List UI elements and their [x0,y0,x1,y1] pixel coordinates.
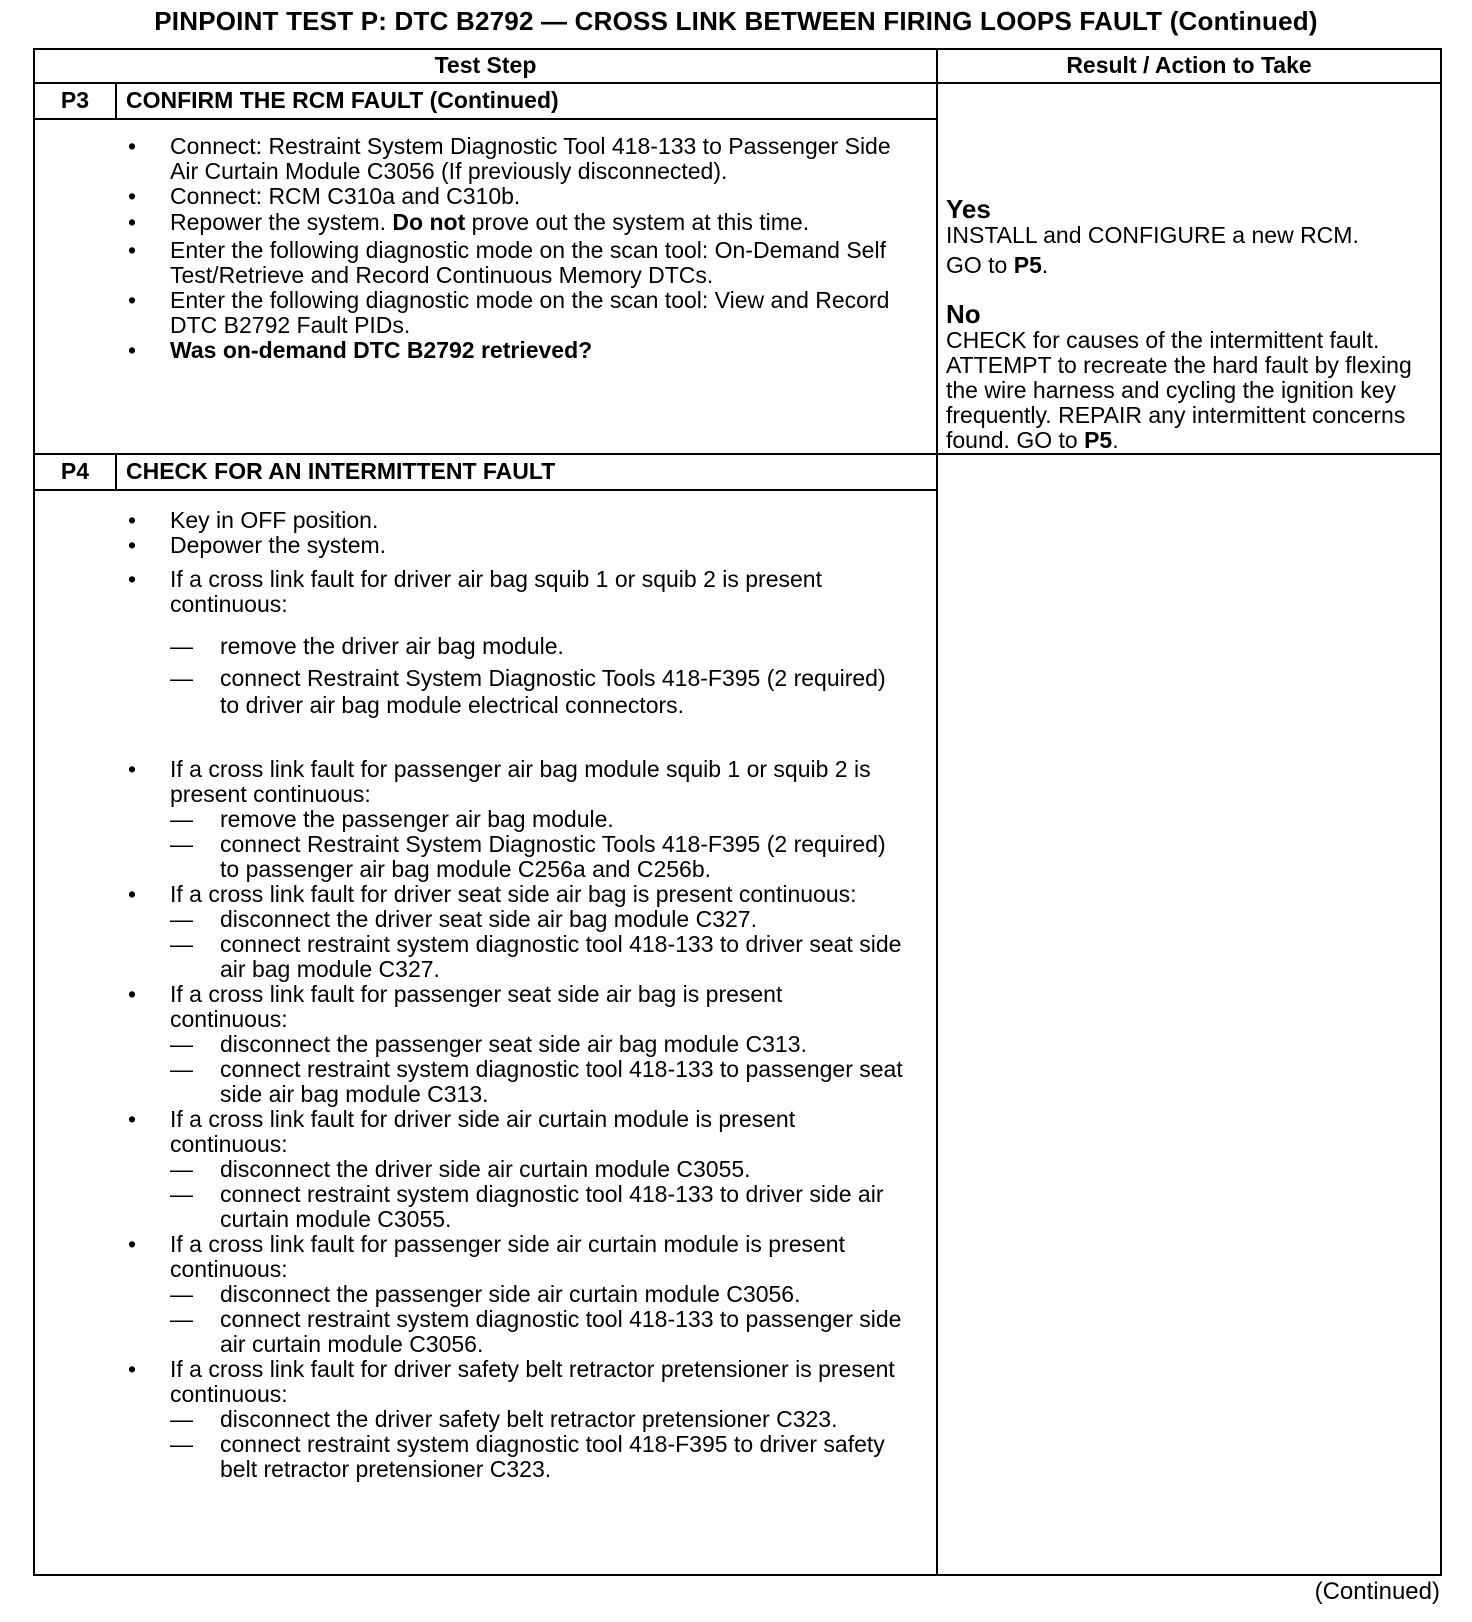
p3-bullet-4: • Enter the following diagnostic mode on the scan tool: On-Demand Self Test/Retrieve and Record Continuous Memory DTCs. [35,238,905,288]
p4-bullet-9: • If a cross link fault for driver safety belt retractor pretensioner is present continuous: [35,1357,905,1407]
p4-dash-8b: — connect restraint system diagnostic tool 418-133 to passenger side air curtain module C3056. [35,1307,905,1357]
p3-question: Was on-demand DTC B2792 retrieved? [170,337,593,363]
p3-id-divider [115,82,117,118]
pinpoint-test-table [33,48,1442,1576]
p4-dash-7b: — connect restraint system diagnostic tool 418-133 to driver side air curtain module C3055. [35,1182,905,1232]
p3-bullet-3-text: Repower the system. [170,209,393,235]
p3-no-label: No [946,299,981,329]
p4-bullet-6: • If a cross link fault for passenger seat side air bag is present continuous: [35,982,905,1032]
p4-bullet-1: • Key in OFF position. [35,508,905,533]
p3-yes-goto-text: GO to [946,252,1014,278]
column-divider [936,50,938,1574]
header-test-step: Test Step [434,52,537,78]
step-title-p4: CHECK FOR AN INTERMITTENT FAULT [126,458,556,484]
step-id-p3: P3 [60,87,90,113]
header-divider [35,82,1440,84]
p4-body [35,508,905,1482]
p3-bullet-2: • Connect: RCM C310a and C310b. [35,184,905,209]
p4-bullet-7: • If a cross link fault for driver side air curtain module is present continuous: [35,1107,905,1157]
p3-bullet-3-text-end: prove out the system at this time. [465,209,810,235]
p4-bullet-8: • If a cross link fault for passenger side air curtain module is present continuous: [35,1232,905,1282]
p4-dash-3a: — remove the driver air bag module. [35,634,905,659]
p4-dash-4b: — connect Restraint System Diagnostic Tools 418-F395 (2 required) to passenger air bag module C256a and C256b. [35,832,905,882]
p4-bullet-3: • If a cross link fault for driver air bag squib 1 or squib 2 is present continuous: [35,567,905,617]
p3-bullet-1: • Connect: Restraint System Diagnostic Tool 418-133 to Passenger Side Air Curtain Module C3056 (If previously disconnected). [35,134,905,184]
step-title-p3: CONFIRM THE RCM FAULT (Continued) [126,87,559,113]
p4-dash-8a: — disconnect the passenger side air curtain module C3056. [35,1282,905,1307]
p4-bullet-4: • If a cross link fault for passenger air bag module squib 1 or squib 2 is present continuous: [35,757,905,807]
p4-dash-4a: — remove the passenger air bag module. [35,807,905,832]
p4-dash-5b: — connect restraint system diagnostic tool 418-133 to driver seat side air bag module C327. [35,932,905,982]
p3-no-goto-step: P5 [1084,427,1113,453]
p3-title-divider [35,118,936,120]
p4-dash-5a: — disconnect the driver seat side air bag module C327. [35,907,905,932]
p4-dash-6a: — disconnect the passenger seat side air bag module C313. [35,1032,905,1057]
p3-no-goto-end: . [1112,427,1119,453]
p4-bullet-2: • Depower the system. [35,533,905,558]
p4-title-divider [35,489,936,491]
p4-dash-6b: — connect restraint system diagnostic tool 418-133 to passenger seat side air bag module C313. [35,1057,905,1107]
header-result: Result / Action to Take [1066,52,1312,78]
p3-result [946,195,1438,453]
p3-no-action [946,328,1438,453]
p4-bullet-5: • If a cross link fault for driver seat side air bag is present continuous: [35,882,905,907]
p3-yes-goto-step: P5 [1013,252,1042,278]
page-title: PINPOINT TEST P: DTC B2792 — CROSS LINK BETWEEN FIRING LOOPS FAULT (Continued) [154,6,1318,36]
p3-yes-goto-end: . [1041,252,1049,278]
p3-no-action-text: CHECK for causes of the intermittent fault. ATTEMPT to recreate the hard fault by flexing the wire harness and cycling the ignition key frequently. REPAIR any intermittent concerns found. GO to [946,327,1412,453]
p3-yes-action: INSTALL and CONFIGURE a new RCM. [946,222,1359,248]
step-id-p4: P4 [60,458,90,484]
p4-dash-3b: — connect Restraint System Diagnostic Tools 418-F395 (2 required) to driver air bag module electrical connectors. [35,665,905,719]
p3-bullet-3-emphasis: Do not [392,209,466,235]
p3-yes-label: Yes [946,194,991,224]
p4-dash-9a: — disconnect the driver safety belt retractor pretensioner C323. [35,1407,905,1432]
p3-bullet-6 [35,338,905,363]
p4-dash-7a: — disconnect the driver side air curtain module C3055. [35,1157,905,1182]
p3-body [35,134,905,363]
p3-bullet-3 [35,210,905,235]
p4-dash-9b: — connect restraint system diagnostic tool 418-F395 to driver safety belt retractor pretensioner C323. [35,1432,905,1482]
p3-p4-divider [35,453,1440,455]
p3-bullet-5: • Enter the following diagnostic mode on the scan tool: View and Record DTC B2792 Fault PIDs. [35,288,905,338]
p4-id-divider [115,453,117,489]
p3-yes-goto [946,253,1438,278]
continued-footer: (Continued) [1314,1578,1440,1605]
